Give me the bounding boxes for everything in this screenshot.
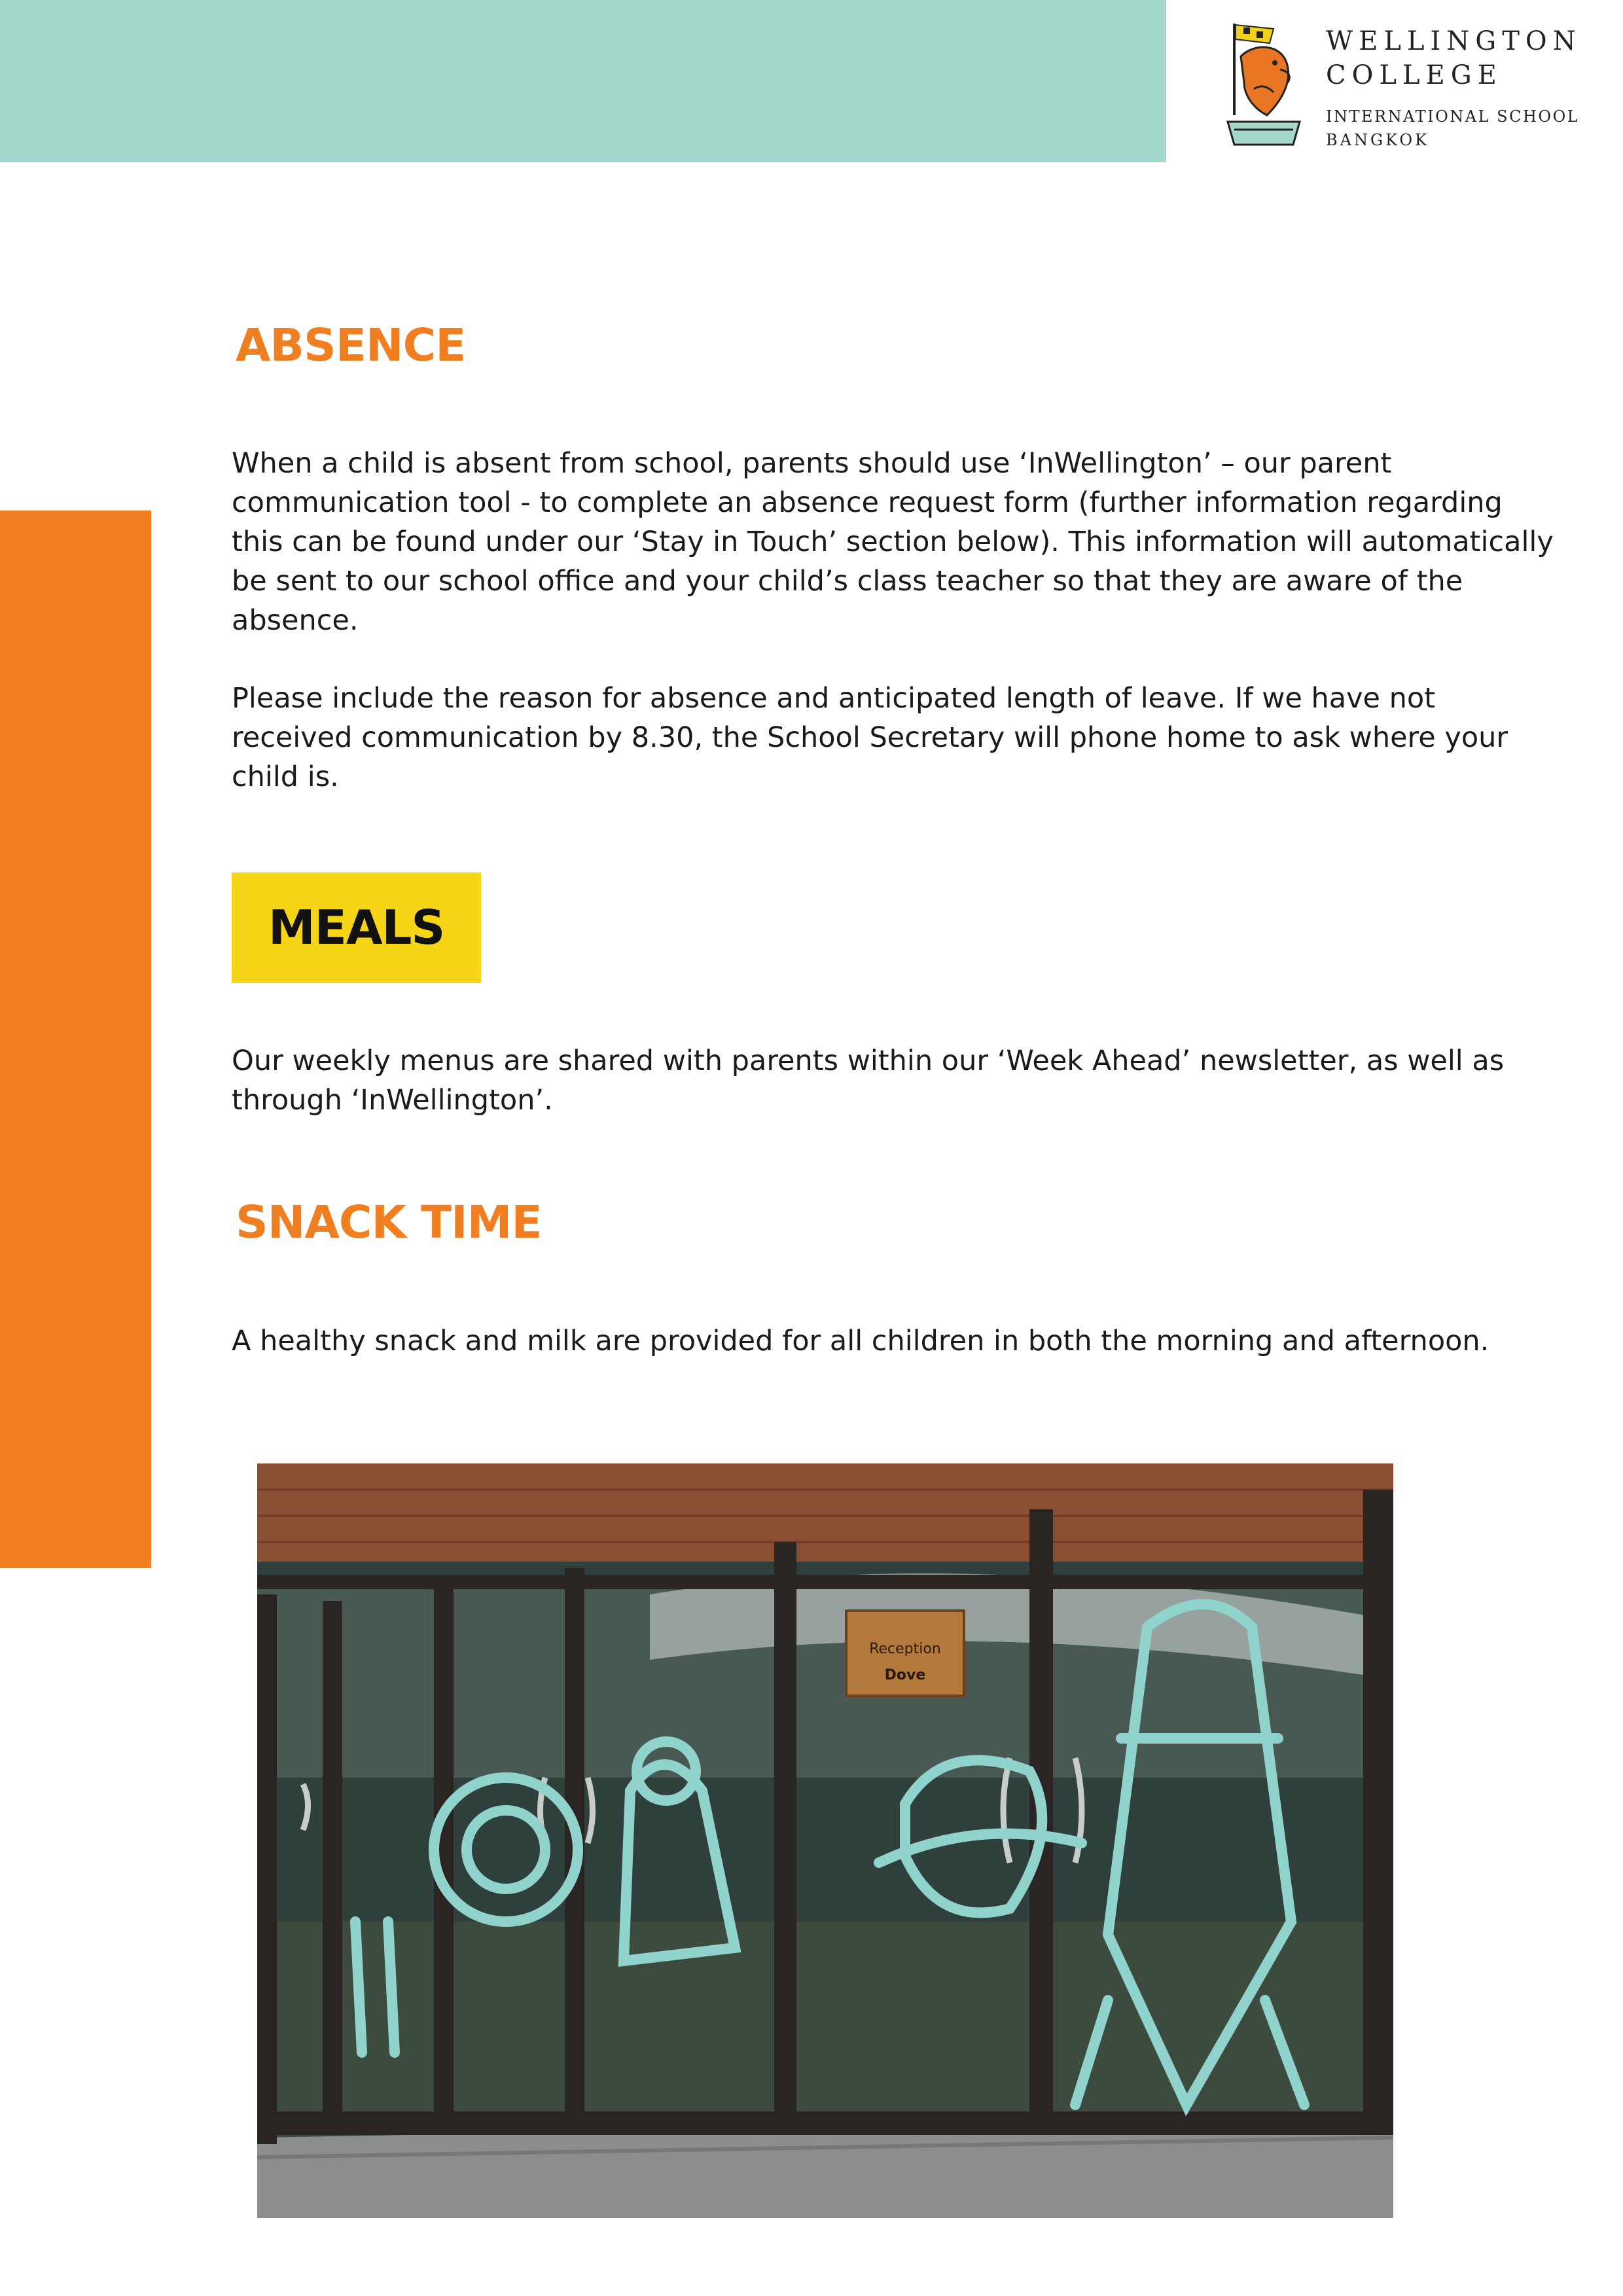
logo-college: COLLEGE [1326,60,1503,90]
meals-heading: MEALS [268,900,445,955]
absence-heading: ABSENCE [236,319,466,372]
logo-bangkok: BANGKOK [1326,131,1430,149]
photo-illustration [257,1463,1393,2218]
sign-reception-text: Reception [869,1641,941,1657]
school-logo [1215,17,1594,154]
meals-heading-box [232,872,481,983]
orange-side-bar [0,511,151,1568]
snack-time-paragraph: A healthy snack and milk are provided for all children in both the morning and afternoon. [232,1325,1489,1357]
header-teal-band [0,0,1166,162]
meals-paragraph: Our weekly menus are shared with parents within our ‘Week Ahead’ newsletter, as well as through ‘InWellington’. [232,1045,1505,1117]
logo-wellington: WELLINGTON [1326,26,1582,56]
absence-paragraph-2: Please include the reason for absence and anticipated length of leave. If we have not received communication by 8.30, the School Secretary will phone home to ask where your child is. [232,682,1508,793]
logo-international-school: INTERNATIONAL SCHOOL [1326,107,1580,126]
school-doors-photo [257,1463,1393,2218]
crest-icon [1215,17,1313,154]
sign-dove-text: Dove [884,1667,926,1683]
absence-paragraph-1: When a child is absent from school, parents should use ‘InWellington’ – our parent communication tool - to complete an absence request form (further information regarding this can be found under our ‘Stay in Touch’ section below). This information will automatically be sent to our school office and your child’s class teacher so that they are aware of the absence. [232,447,1554,637]
snack-time-heading: SNACK TIME [236,1196,542,1249]
